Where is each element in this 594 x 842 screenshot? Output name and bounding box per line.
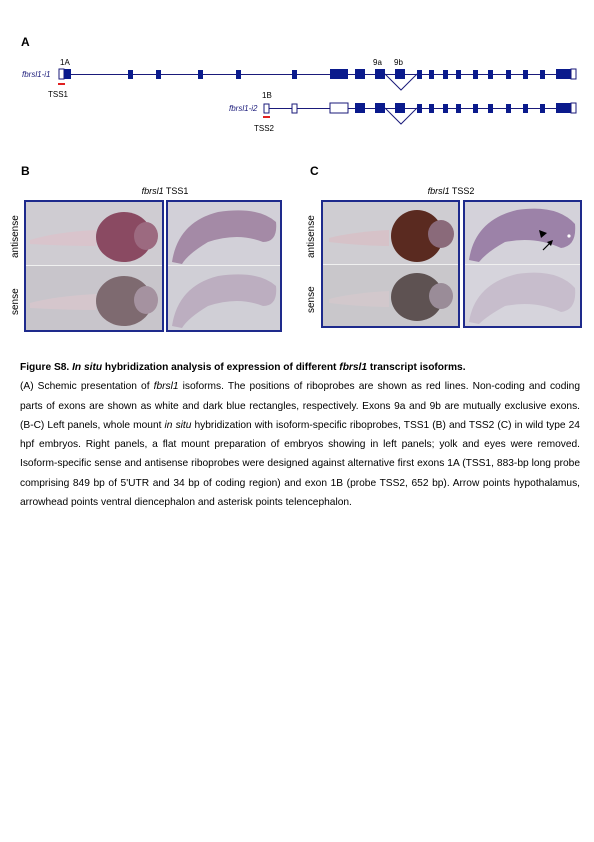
panel-c-title-gene: fbrsl1 — [427, 186, 450, 196]
figure-caption — [20, 358, 580, 512]
caption-title-italic1: In situ — [72, 362, 103, 373]
caption-title-prefix: Figure S8. — [20, 362, 73, 373]
panel-b-title-suffix: TSS1 — [163, 186, 189, 196]
panel-c-title-suffix: TSS2 — [449, 186, 475, 196]
panel-b-row-antisense: antisense — [10, 215, 21, 258]
caption-text-2: isoforms. The positions of riboprobes are shown as red lines. Non-coding and coding parts of exons are shown as white and dark blue rectangles, respectively. Exons 9a and 9b are mutually exclusive exons. (B-C) Left panels, whole mount — [20, 381, 580, 431]
caption-text-3: hybridization with isoform-specific riboprobes, TSS1 (B) and TSS2 (C) in wild type 24 hpf embryos. Right panels, a flat mount preparation of embryos showing in left panels; yolk and eyes were removed. Isoform-specific sense and antisense riboprobes were designed against alternative first exons 1A (TSS1, 883-bp long probe comprising 849 bp of 5'UTR and 34 bp of coding region) and exon 1B (probe TSS2, 652 bp). Arrow points hypothalamus, arrowhead points ventral diencephalon and asterisk points telencephalon. — [20, 419, 580, 509]
probe-tss2 — [263, 116, 270, 118]
panel-c-flat-mount — [463, 200, 582, 328]
probe-tss1 — [58, 83, 65, 85]
panel-b-row-sense: sense — [10, 288, 21, 315]
panel-b-title — [100, 186, 230, 196]
isoform-i2-track — [263, 103, 576, 124]
exon-9a-label: 9a — [373, 58, 382, 67]
caption-text-1: (A) Schemic presentation of — [20, 381, 154, 393]
caption-italic-2: in situ — [164, 419, 192, 431]
panel-c-title — [386, 186, 516, 196]
caption-italic-1: fbrsl1 — [153, 381, 179, 393]
exon-1b-label: 1B — [262, 91, 272, 100]
caption-title-italic2: fbrsl1 — [339, 362, 368, 373]
caption-body — [20, 377, 580, 512]
exon-1a-label: 1A — [60, 58, 70, 67]
caption-title — [20, 358, 580, 377]
panel-a-label: A — [21, 35, 30, 49]
asterisk-icon — [567, 234, 570, 237]
isoform-i1-label: fbrsl1-i1 — [22, 70, 51, 79]
panel-b-whole-mount — [24, 200, 164, 332]
embryo-flat-image — [465, 202, 580, 326]
panel-b-title-gene: fbrsl1 — [141, 186, 164, 196]
panel-c-row-antisense: antisense — [306, 215, 317, 258]
isoform-i1-track — [58, 69, 576, 90]
embryo-lateral-image — [323, 202, 458, 326]
panel-c-row-sense: sense — [306, 286, 317, 313]
caption-title-mid: hybridization analysis of expression of different — [102, 362, 340, 373]
panel-b-label: B — [21, 164, 30, 178]
isoform-i2-label: fbrsl1-i2 — [229, 104, 258, 113]
tss1-label: TSS1 — [48, 90, 69, 99]
panel-c-whole-mount — [321, 200, 460, 328]
tss2-label: TSS2 — [254, 124, 275, 133]
embryo-lateral-image — [26, 202, 162, 330]
panel-c-label: C — [310, 164, 319, 178]
exon-schematic — [0, 0, 594, 160]
exon-9b-label: 9b — [394, 58, 403, 67]
caption-title-end: transcript isoforms. — [367, 362, 466, 373]
embryo-flat-image — [168, 202, 280, 330]
panel-b-flat-mount — [166, 200, 282, 332]
